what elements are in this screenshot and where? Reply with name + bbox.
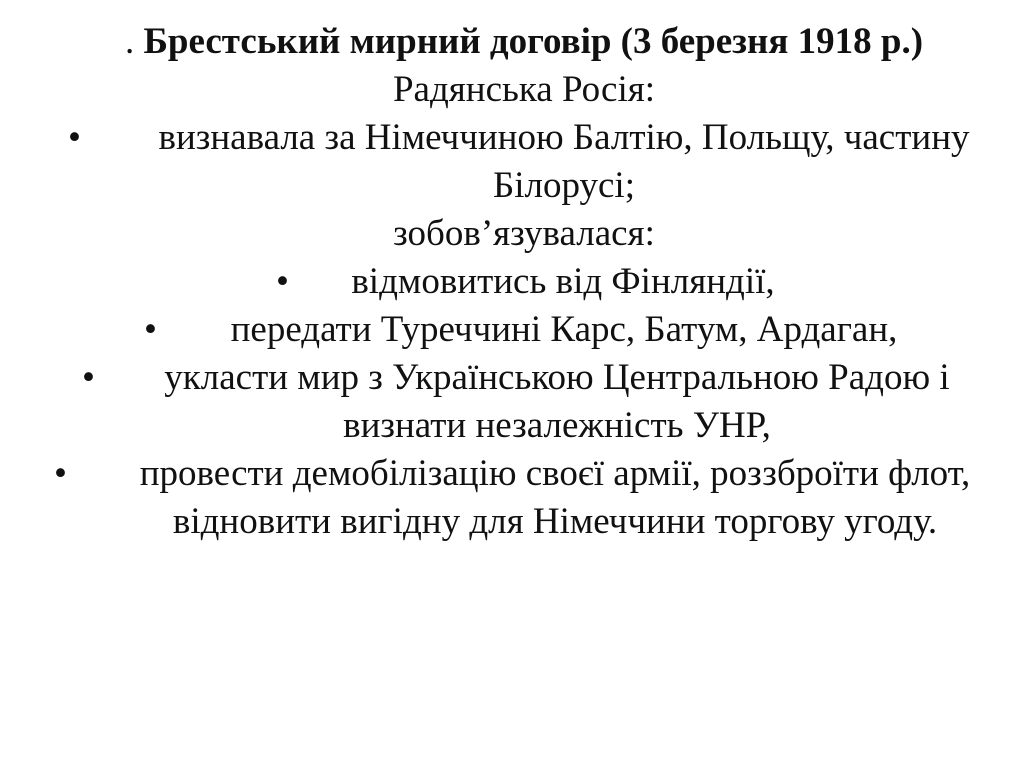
list-item-line: відновити вигідну для Німеччини торгову угоду. xyxy=(172,501,938,542)
bullet-icon: • xyxy=(276,261,289,302)
bullet-icon: • xyxy=(144,309,157,350)
list-item-line: передати Туреччині Карс, Батум, Ардаган, xyxy=(230,309,898,350)
list-item-text xyxy=(40,258,1008,306)
list-item-text xyxy=(40,354,1008,450)
title-text: Брестський мирний договір (3 березня 1918 р.) xyxy=(143,21,924,62)
list-item-text xyxy=(40,306,1008,354)
list-item-line: Білорусі; xyxy=(493,165,635,206)
bullet-icon: • xyxy=(54,453,67,494)
list-item xyxy=(40,354,1008,450)
title-prefix: . xyxy=(124,21,144,62)
subtitle-obliged: зобов’язувалася: xyxy=(393,213,655,254)
list-item-line: провести демобілізацію своєї армії, роззброїти флот, xyxy=(139,453,971,494)
list-item-text xyxy=(40,450,1008,546)
bullet-icon: • xyxy=(68,117,81,158)
slide-content xyxy=(40,18,1008,546)
list-item-line: укласти мир з Українською Центральною Радою і xyxy=(164,357,950,398)
list-item xyxy=(40,114,1008,210)
bullet-icon: • xyxy=(82,357,95,398)
list-item xyxy=(40,450,1008,546)
list-item-text xyxy=(40,114,1008,210)
list-item xyxy=(40,258,1008,306)
slide-title xyxy=(40,18,1008,66)
list-item-line: визнати незалежність УНР, xyxy=(343,405,771,446)
subtitle-soviet-russia: Радянська Росія: xyxy=(392,69,656,110)
list-item-line: відмовитись від Фінляндії, xyxy=(351,261,775,302)
list-item-line: визнавала за Німеччиною Балтію, Польщу, частину xyxy=(158,117,970,158)
list-item xyxy=(40,306,1008,354)
